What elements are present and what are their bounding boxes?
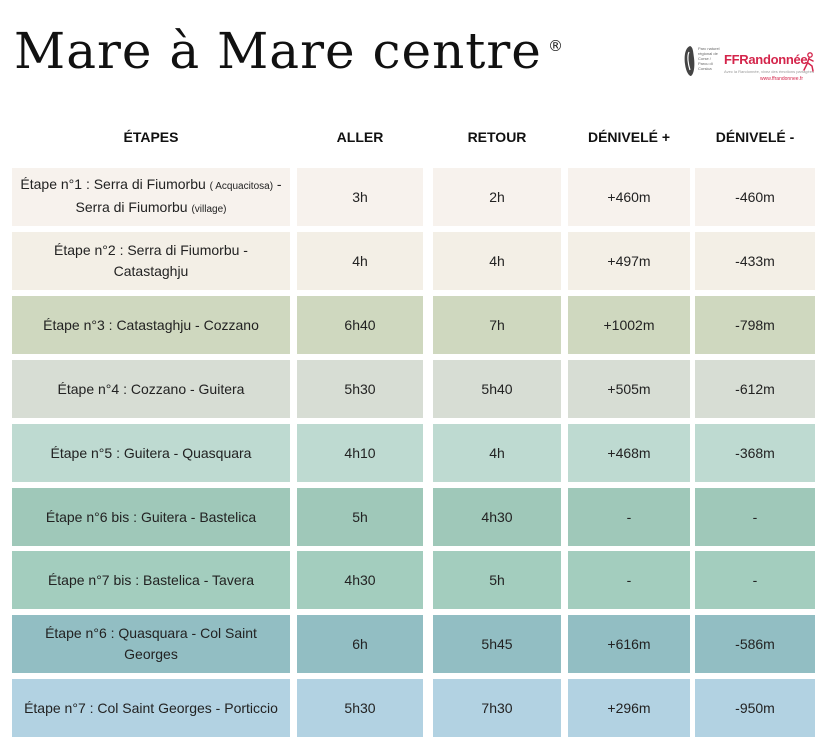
- stage-line-2: [45, 644, 257, 665]
- stage-name: [43, 315, 259, 336]
- stage-text: -: [273, 176, 282, 192]
- denivele-plus-cell: +296m: [568, 679, 690, 737]
- denivele-minus-cell: -: [695, 551, 815, 609]
- aller-cell: 4h30: [297, 551, 423, 609]
- stage-text: Étape n°3 : Catastaghju - Cozzano: [43, 316, 259, 333]
- denivele-minus-cell: -: [695, 488, 815, 546]
- aller-cell: 4h10: [297, 424, 423, 482]
- stage-text: Étape n°4 : Cozzano - Guitera: [57, 380, 245, 397]
- stage-text: Serra di Fiumorbu: [75, 199, 188, 215]
- aller-cell: 5h30: [297, 360, 423, 418]
- denivele-plus-cell: +468m: [568, 424, 690, 482]
- stage-text: Étape n°6 : Quasquara - Col Saint: [45, 625, 257, 641]
- retour-cell: 5h40: [433, 360, 561, 418]
- ffrandonnee-tagline: Avec la Randonnée, vivez des émotions partagées: [724, 69, 814, 74]
- stage-line-1: [43, 315, 259, 336]
- aller-cell: 5h30: [297, 679, 423, 737]
- stage-line-2: [54, 261, 248, 282]
- stage-name: [58, 379, 245, 400]
- header-aller: ALLER: [336, 129, 384, 145]
- stage-name: [45, 623, 257, 665]
- denivele-plus-cell: +616m: [568, 615, 690, 673]
- aller-cell: 5h: [297, 488, 423, 546]
- stage-line-1: [24, 698, 278, 719]
- ffrandonnee-logo: FFRandonnée: [724, 52, 808, 67]
- stage-cell: [12, 551, 290, 609]
- retour-cell: 5h: [433, 551, 561, 609]
- stage-line-2: [20, 197, 281, 220]
- stage-name: [20, 174, 281, 220]
- denivele-minus-cell: -798m: [695, 296, 815, 354]
- retour-cell: 4h30: [433, 488, 561, 546]
- header-denivele-minus: DÉNIVELÉ -: [715, 129, 795, 145]
- denivele-minus-cell: -950m: [695, 679, 815, 737]
- stage-cell: [12, 360, 290, 418]
- header-etapes: ÉTAPES: [123, 129, 179, 145]
- denivele-plus-cell: -: [568, 488, 690, 546]
- stage-line-1: [45, 623, 257, 644]
- stage-name: [51, 443, 252, 464]
- denivele-plus-cell: -: [568, 551, 690, 609]
- denivele-plus-cell: +1002m: [568, 296, 690, 354]
- retour-cell: 2h: [433, 168, 561, 226]
- stage-cell: [12, 232, 290, 290]
- stage-name: [54, 240, 248, 282]
- denivele-minus-cell: -433m: [695, 232, 815, 290]
- denivele-minus-cell: -460m: [695, 168, 815, 226]
- header-denivele-plus: DÉNIVELÉ +: [587, 129, 671, 145]
- stage-line-1: [48, 570, 254, 591]
- denivele-minus-cell: -586m: [695, 615, 815, 673]
- retour-cell: 5h45: [433, 615, 561, 673]
- stage-text: Étape n°6 bis : Guitera - Bastelica: [45, 508, 257, 525]
- aller-cell: 4h: [297, 232, 423, 290]
- stage-text: Étape n°7 : Col Saint Georges - Porticcio: [24, 699, 278, 716]
- aller-cell: 6h: [297, 615, 423, 673]
- stage-text: Catastaghju: [113, 263, 189, 279]
- stage-line-1: [20, 174, 281, 197]
- stage-name: [24, 698, 278, 719]
- stage-cell: [12, 679, 290, 737]
- ffrandonnee-url: www.ffrandonnee.fr: [760, 76, 803, 82]
- stage-cell: [12, 168, 290, 226]
- stage-name: [48, 570, 254, 591]
- stage-line-1: [54, 240, 248, 261]
- denivele-plus-cell: +460m: [568, 168, 690, 226]
- stage-note: ( Acquacitosa): [209, 181, 274, 192]
- stage-line-1: [51, 443, 252, 464]
- page-title: Mare à Mare centre: [14, 22, 542, 80]
- stage-cell: [12, 615, 290, 673]
- retour-cell: 4h: [433, 424, 561, 482]
- denivele-plus-cell: +505m: [568, 360, 690, 418]
- stage-cell: [12, 488, 290, 546]
- retour-cell: 7h30: [433, 679, 561, 737]
- stage-note: (village): [191, 204, 227, 215]
- stage-cell: [12, 424, 290, 482]
- pnr-logo-text: Parc naturel régional de Corse / Parcu di Corsica: [698, 46, 720, 71]
- aller-cell: 6h40: [297, 296, 423, 354]
- denivele-minus-cell: -612m: [695, 360, 815, 418]
- stage-name: [46, 507, 256, 528]
- denivele-minus-cell: -368m: [695, 424, 815, 482]
- partner-logos: [682, 44, 822, 88]
- stage-line-1: [46, 507, 256, 528]
- stage-text: Étape n°1 : Serra di Fiumorbu: [20, 176, 206, 192]
- hiker-icon: [802, 52, 816, 72]
- retour-cell: 4h: [433, 232, 561, 290]
- stage-text: Étape n°2 : Serra di Fiumorbu -: [54, 242, 248, 258]
- stage-cell: [12, 296, 290, 354]
- aller-cell: 3h: [297, 168, 423, 226]
- retour-cell: 7h: [433, 296, 561, 354]
- denivele-plus-cell: +497m: [568, 232, 690, 290]
- stage-text: Georges: [124, 646, 178, 662]
- header-retour: RETOUR: [467, 129, 527, 145]
- stage-text: Étape n°7 bis : Bastelica - Tavera: [47, 571, 255, 588]
- pnr-logo-icon: [682, 44, 698, 78]
- stage-text: Étape n°5 : Guitera - Quasquara: [50, 444, 252, 461]
- stage-line-1: [58, 379, 245, 400]
- registered-mark: ®: [548, 37, 563, 55]
